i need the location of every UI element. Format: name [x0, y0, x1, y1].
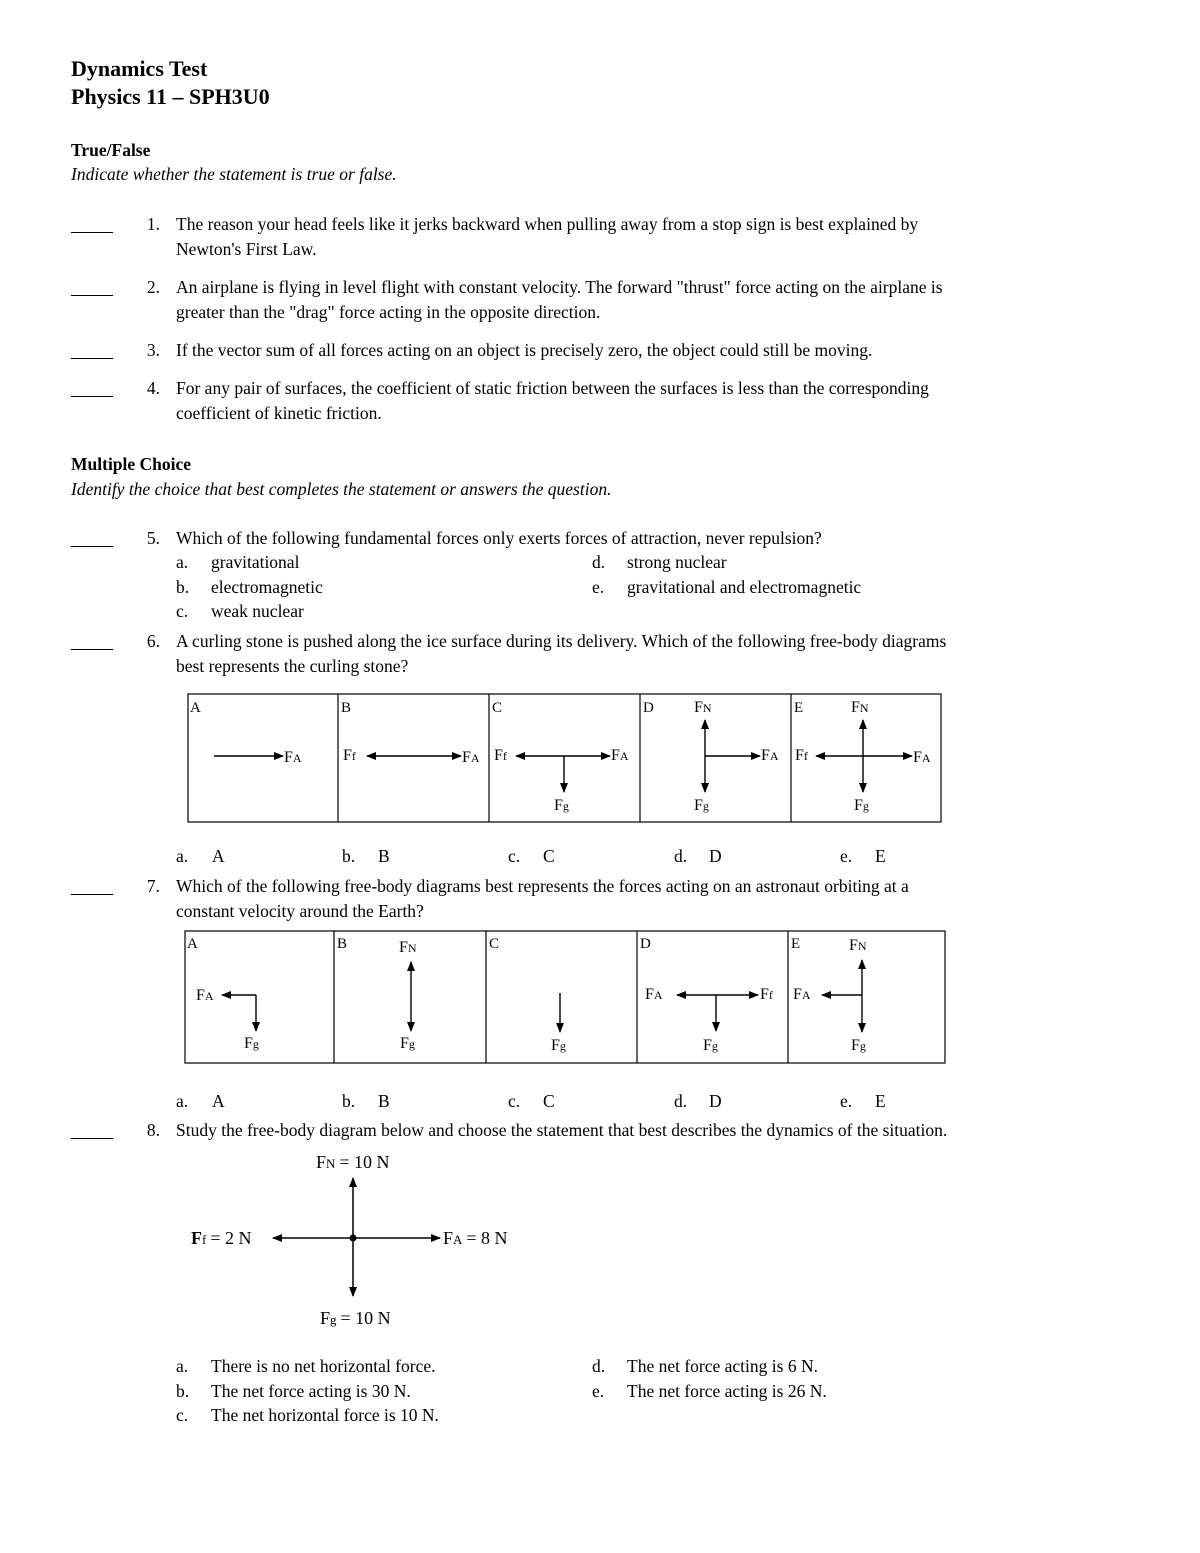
option-letter: e.: [592, 1381, 605, 1401]
force-label-applied: FA: [611, 747, 629, 764]
option-letter: c.: [508, 846, 521, 866]
option-letter: d.: [592, 1356, 606, 1376]
force-label-gravity: Fg: [854, 797, 869, 814]
force-label-gravity: Fg: [244, 1035, 259, 1052]
force-label-gravity: Fg: [551, 1037, 566, 1054]
option-text: gravitational: [211, 552, 300, 572]
panel-label-a: A: [190, 700, 201, 716]
force-label-normal: FN: [399, 939, 417, 956]
question-text: If the vector sum of all forces acting on an object is precisely zero, the object could still be moving.: [176, 340, 873, 360]
force-label-applied: FA: [284, 749, 302, 766]
force-label-gravity: Fg: [703, 1037, 718, 1054]
option-text: D: [709, 1091, 722, 1111]
question-text: Which of the following fundamental forces only exerts forces of attraction, never repulsion?: [176, 528, 822, 548]
panel-label-b: B: [341, 700, 352, 716]
option-text: The net force acting is 30 N.: [211, 1381, 411, 1401]
force-label-friction: Ff: [343, 747, 356, 764]
question-text: coefficient of kinetic friction.: [176, 403, 382, 423]
course-code: Physics 11 – SPH3U0: [71, 84, 270, 109]
question-number: 4.: [146, 378, 160, 398]
panel-label-c: C: [492, 700, 503, 716]
normal-force-label: FN = 10 N: [316, 1152, 390, 1172]
force-label-applied: FA: [793, 986, 811, 1003]
question-text: For any pair of surfaces, the coefficient of static friction between the surfaces is less than the corresponding: [176, 378, 929, 398]
force-label-friction: Ff: [795, 747, 808, 764]
question-number: 7.: [146, 876, 160, 896]
applied-force-label: FA = 8 N: [443, 1228, 508, 1248]
option-text: D: [709, 846, 722, 866]
panel-label-e: E: [794, 700, 804, 716]
question-text: best represents the curling stone?: [176, 656, 409, 676]
multiple-choice-heading: Multiple Choice: [71, 454, 192, 474]
force-label-friction: Ff: [494, 747, 507, 764]
true-false-heading: True/False: [71, 140, 151, 160]
option-text: strong nuclear: [627, 552, 727, 572]
option-text: weak nuclear: [211, 601, 304, 621]
question-number: 3.: [146, 340, 160, 360]
question-number: 1.: [146, 214, 160, 234]
question-number: 6.: [146, 631, 160, 651]
option-text: A: [212, 846, 225, 866]
option-letter: e.: [840, 1091, 853, 1111]
panel-label-a: A: [187, 936, 198, 952]
option-letter: d.: [592, 552, 606, 572]
option-text: B: [378, 1091, 390, 1111]
force-label-gravity: Fg: [554, 797, 569, 814]
question-text: Study the free-body diagram below and choose the statement that best describes the dynamics of the situation.: [176, 1120, 948, 1140]
option-letter: b.: [176, 1381, 190, 1401]
force-label-gravity: Fg: [694, 797, 709, 814]
test-title: Dynamics Test: [71, 56, 208, 81]
option-letter: c.: [508, 1091, 521, 1111]
multiple-choice-instructions: Identify the choice that best completes the statement or answers the question.: [71, 479, 612, 499]
panel-label-c: C: [489, 936, 500, 952]
question-number: 2.: [146, 277, 160, 297]
option-text: C: [543, 1091, 555, 1111]
force-label-normal: FN: [849, 937, 867, 954]
option-text: E: [875, 846, 886, 866]
option-text: electromagnetic: [211, 577, 323, 597]
force-label-friction: Ff: [760, 986, 773, 1003]
force-label-applied: FA: [645, 986, 663, 1003]
panel-label-d: D: [640, 936, 651, 952]
force-label-applied: FA: [761, 747, 779, 764]
option-letter: d.: [674, 846, 688, 866]
panel-label-b: B: [337, 936, 348, 952]
question-text: greater than the "drag" force acting in the opposite direction.: [176, 302, 601, 322]
option-text: There is no net horizontal force.: [211, 1356, 436, 1376]
option-text: E: [875, 1091, 886, 1111]
option-letter: c.: [176, 601, 189, 621]
question-text: Newton's First Law.: [176, 239, 317, 259]
option-letter: b.: [176, 577, 190, 597]
friction-force-label: Ff = 2 N: [191, 1228, 252, 1248]
force-label-gravity: Fg: [851, 1037, 866, 1054]
option-letter: d.: [674, 1091, 688, 1111]
force-label-applied: FA: [462, 749, 480, 766]
question-text: constant velocity around the Earth?: [176, 901, 424, 921]
gravity-force-label: Fg = 10 N: [320, 1308, 391, 1328]
question-text: A curling stone is pushed along the ice surface during its delivery. Which of the following free-body diagrams: [176, 631, 947, 651]
option-text: The net force acting is 26 N.: [627, 1381, 827, 1401]
option-letter: e.: [840, 846, 853, 866]
panel-label-d: D: [643, 700, 654, 716]
force-label-gravity: Fg: [400, 1035, 415, 1052]
question-number: 5.: [146, 528, 160, 548]
option-text: B: [378, 846, 390, 866]
option-text: A: [212, 1091, 225, 1111]
true-false-instructions: Indicate whether the statement is true or false.: [71, 164, 397, 184]
question-text: An airplane is flying in level flight with constant velocity. The forward "thrust" force acting on the airplane is: [176, 277, 943, 297]
option-letter: a.: [176, 552, 189, 572]
force-label-normal: FN: [694, 699, 712, 716]
option-letter: e.: [592, 577, 605, 597]
question-number: 8.: [146, 1120, 160, 1140]
option-letter: b.: [342, 846, 356, 866]
option-text: gravitational and electromagnetic: [627, 577, 862, 597]
option-letter: a.: [176, 846, 189, 866]
force-label-applied: FA: [913, 749, 931, 766]
object-point: [350, 1235, 357, 1242]
option-letter: c.: [176, 1405, 189, 1425]
option-text: The net force acting is 6 N.: [627, 1356, 818, 1376]
question-text: Which of the following free-body diagrams best represents the forces acting on an astronaut orbiting at a: [176, 876, 909, 896]
panel-label-e: E: [791, 936, 801, 952]
option-letter: a.: [176, 1091, 189, 1111]
option-text: The net horizontal force is 10 N.: [211, 1405, 439, 1425]
option-letter: b.: [342, 1091, 356, 1111]
option-text: C: [543, 846, 555, 866]
force-label-normal: FN: [851, 699, 869, 716]
force-label-applied: FA: [196, 987, 214, 1004]
option-letter: a.: [176, 1356, 189, 1376]
question-text: The reason your head feels like it jerks backward when pulling away from a stop sign is best explained by: [176, 214, 919, 234]
